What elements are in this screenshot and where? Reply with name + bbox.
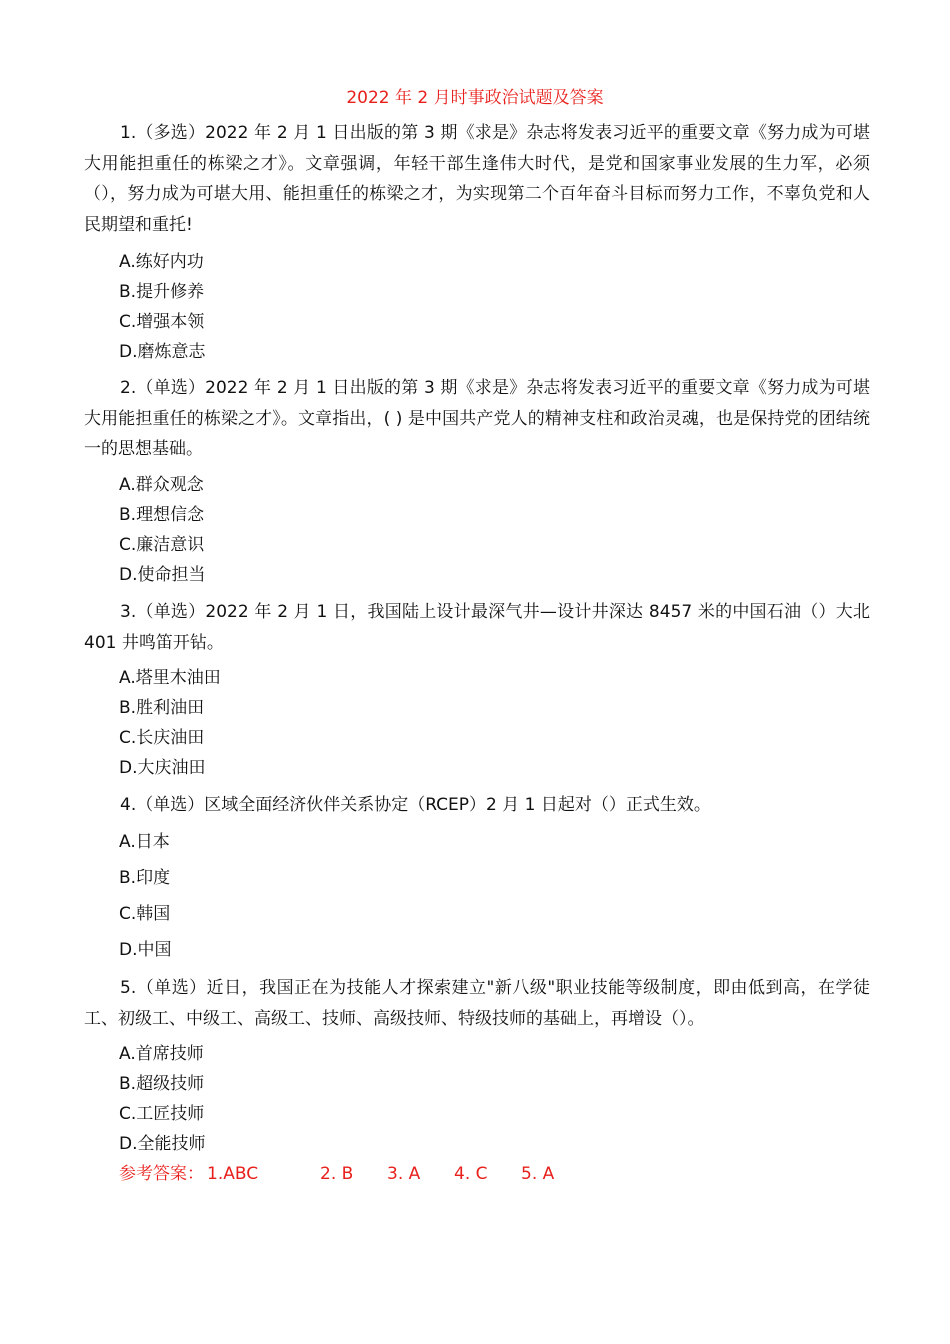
question-1-option-b: B.提升修养 bbox=[119, 282, 205, 302]
document-title: 2022 年 2 月时事政治试题及答案 bbox=[346, 88, 604, 108]
question-4-option-b: B.印度 bbox=[119, 868, 171, 888]
answer-3: 3. A bbox=[387, 1164, 421, 1184]
answer-2: 2. B bbox=[320, 1164, 354, 1184]
question-3: 3.（单选）2022 年 2 月 1 日，我国陆上设计最深气井—设计井深达 8457 米的中国石油（）大北 401 井鸣笛开钻。 bbox=[84, 602, 870, 653]
answer-1: 1.ABC bbox=[207, 1164, 259, 1184]
question-2: 2.（单选）2022 年 2 月 1 日出版的第 3 期《求是》杂志将发表习近平的重要文章《努力成为可堪大用能担重任的栋梁之才》。文章指出，( ) 是中国共产党人的精神支柱和政治灵魂，也是保持党的团结统一的思想基础。 bbox=[84, 378, 870, 459]
question-5-option-c: C.工匠技师 bbox=[119, 1104, 205, 1124]
question-5-option-a: A.首席技师 bbox=[119, 1044, 204, 1064]
question-2-option-b: B.理想信念 bbox=[119, 505, 205, 525]
question-2-option-d: D.使命担当 bbox=[119, 565, 206, 585]
question-4: 4.（单选）区域全面经济伙伴关系协定（RCEP）2 月 1 日起对（）正式生效。 bbox=[120, 795, 711, 815]
question-4-option-a: A.日本 bbox=[119, 832, 170, 852]
question-4-option-c: C.韩国 bbox=[119, 904, 171, 924]
question-5-option-d: D.全能技师 bbox=[119, 1134, 206, 1154]
question-3-option-d: D.大庆油田 bbox=[119, 758, 206, 778]
question-4-option-d: D.中国 bbox=[119, 940, 172, 960]
question-5: 5.（单选）近日，我国正在为技能人才探索建立"新八级"职业技能等级制度，即由低到高，在学徒工、初级工、中级工、高级工、技师、高级技师、特级技师的基础上，再增设（）。 bbox=[84, 978, 870, 1029]
question-2-option-a: A.群众观念 bbox=[119, 475, 204, 495]
question-5-option-b: B.超级技师 bbox=[119, 1074, 205, 1094]
answer-key-label: 参考答案： bbox=[119, 1164, 204, 1184]
question-2-option-c: C.廉洁意识 bbox=[119, 535, 205, 555]
question-1-option-a: A.练好内功 bbox=[119, 252, 204, 272]
question-1: 1.（多选）2022 年 2 月 1 日出版的第 3 期《求是》杂志将发表习近平的重要文章《努力成为可堪大用能担重任的栋梁之才》。文章强调，年轻干部生逢伟大时代，是党和国家事业发展的生力军，必须（），努力成为可堪大用、能担重任的栋梁之才，为实现第二个百年奋斗目标而努力工作，不辜负党和人民期望和重托! bbox=[84, 123, 870, 235]
question-3-option-b: B.胜利油田 bbox=[119, 698, 205, 718]
answer-5: 5. A bbox=[521, 1164, 555, 1184]
question-1-option-c: C.增强本领 bbox=[119, 312, 205, 332]
question-3-option-a: A.塔里木油田 bbox=[119, 668, 221, 688]
answer-4: 4. C bbox=[454, 1164, 488, 1184]
question-3-option-c: C.长庆油田 bbox=[119, 728, 205, 748]
question-1-option-d: D.磨炼意志 bbox=[119, 342, 206, 362]
